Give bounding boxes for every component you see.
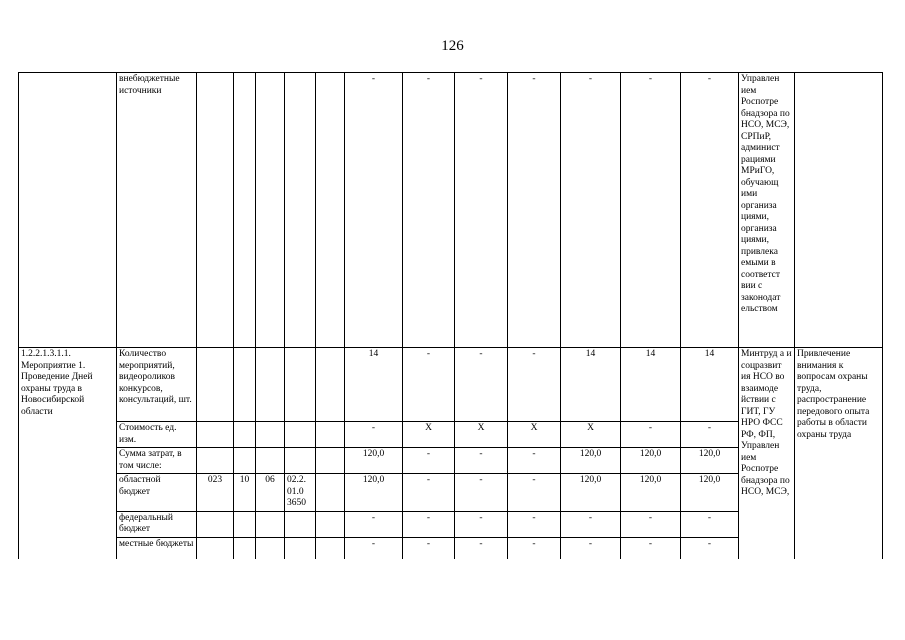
value-cell: - [455,348,508,422]
code-cell [316,73,345,348]
value-cell: - [621,422,681,448]
value-cell: - [681,73,739,348]
value-cell: - [403,73,455,348]
value-cell: - [508,511,561,537]
code-cell [197,511,234,537]
value-cell: Х [455,422,508,448]
code-cell [197,448,234,474]
value-cell: 120,0 [345,474,403,512]
code-cell [316,422,345,448]
value-cell: 120,0 [561,448,621,474]
row-label: внебюджетные источники [117,73,197,348]
value-cell: 14 [621,348,681,422]
value-cell: - [621,511,681,537]
executor-cell: Управлен ием Роспотре бнадзора по НСО, МСЭ, СРПиР, админист рациями МРиГО, обучающ ими организа циями, организа циями, привлека емыми в соответст вии с законодат ельством [739,73,795,348]
value-cell: 120,0 [561,474,621,512]
empty-cell [19,73,117,348]
value-cell: - [681,511,739,537]
value-cell: Х [403,422,455,448]
value-cell: - [455,73,508,348]
code-cell [285,537,316,559]
code-cell [316,348,345,422]
table-row [19,73,883,348]
value-cell: - [621,73,681,348]
value-cell: 14 [681,348,739,422]
code-cell [256,422,285,448]
code-cell [234,537,256,559]
value-cell: - [508,348,561,422]
code-cell [316,511,345,537]
value-cell: 120,0 [621,448,681,474]
value-cell: - [403,474,455,512]
value-cell: - [681,422,739,448]
value-cell: - [508,474,561,512]
value-cell: 120,0 [621,474,681,512]
row-label: федеральный бюджет [117,511,197,537]
code-cell [316,474,345,512]
code-cell [197,348,234,422]
value-cell: - [345,537,403,559]
value-cell: 120,0 [681,474,739,512]
code-cell [234,448,256,474]
value-cell: - [403,448,455,474]
result-cell [795,73,883,348]
program-table [18,72,883,559]
code-cell [285,73,316,348]
value-cell: - [345,511,403,537]
value-cell: - [455,511,508,537]
code-cell: 10 [234,474,256,512]
value-cell: Х [508,422,561,448]
value-cell: 120,0 [345,448,403,474]
value-cell: - [508,537,561,559]
code-cell [234,73,256,348]
row-label: Количество мероприятий, видеороликов конкурсов, консультаций, шт. [117,348,197,422]
code-cell [256,348,285,422]
value-cell: 14 [345,348,403,422]
code-cell [234,348,256,422]
code-cell [285,422,316,448]
code-cell [197,73,234,348]
value-cell: - [681,537,739,559]
code-cell [256,537,285,559]
value-cell: 120,0 [681,448,739,474]
value-cell: - [345,422,403,448]
executor-cell: Минтруд а и соцразвит ия НСО во взаимоде йствии с ГИТ, ГУ НРО ФСС РФ, ФП, Управлен ием Роспотре бнадзора по НСО, МСЭ, [739,348,795,560]
code-cell [256,73,285,348]
code-cell [197,537,234,559]
value-cell: - [403,348,455,422]
value-cell: 14 [561,348,621,422]
value-cell: - [508,73,561,348]
code-cell [316,537,345,559]
value-cell: - [403,511,455,537]
code-cell [197,422,234,448]
code-cell [316,448,345,474]
code-cell [234,511,256,537]
code-cell [285,448,316,474]
page-number: 126 [441,38,464,54]
value-cell: - [621,537,681,559]
code-cell: 06 [256,474,285,512]
row-label: местные бюджеты [117,537,197,559]
row-label: областной бюджет [117,474,197,512]
value-cell: - [455,474,508,512]
code-cell: 02.2. 01.0 3650 [285,474,316,512]
value-cell: - [561,73,621,348]
code-cell: 023 [197,474,234,512]
value-cell: - [561,511,621,537]
row-label: Сумма затрат, в том числе: [117,448,197,474]
value-cell: - [508,448,561,474]
value-cell: - [403,537,455,559]
value-cell: - [345,73,403,348]
event-code: 1.2.2.1.3.1.1. Мероприятие 1. Проведение Дней охраны труда в Новосибирской области [19,348,117,560]
value-cell: Х [561,422,621,448]
value-cell: - [455,537,508,559]
code-cell [285,348,316,422]
code-cell [234,422,256,448]
value-cell: - [561,537,621,559]
table-row [19,348,883,422]
value-cell: - [455,448,508,474]
row-label: Стоимость ед. изм. [117,422,197,448]
result-cell: Привлечение внимания к вопросам охраны труда, распространение передового опыта работы в области охраны труда [795,348,883,560]
code-cell [256,448,285,474]
code-cell [285,511,316,537]
code-cell [256,511,285,537]
table-body [19,73,883,560]
